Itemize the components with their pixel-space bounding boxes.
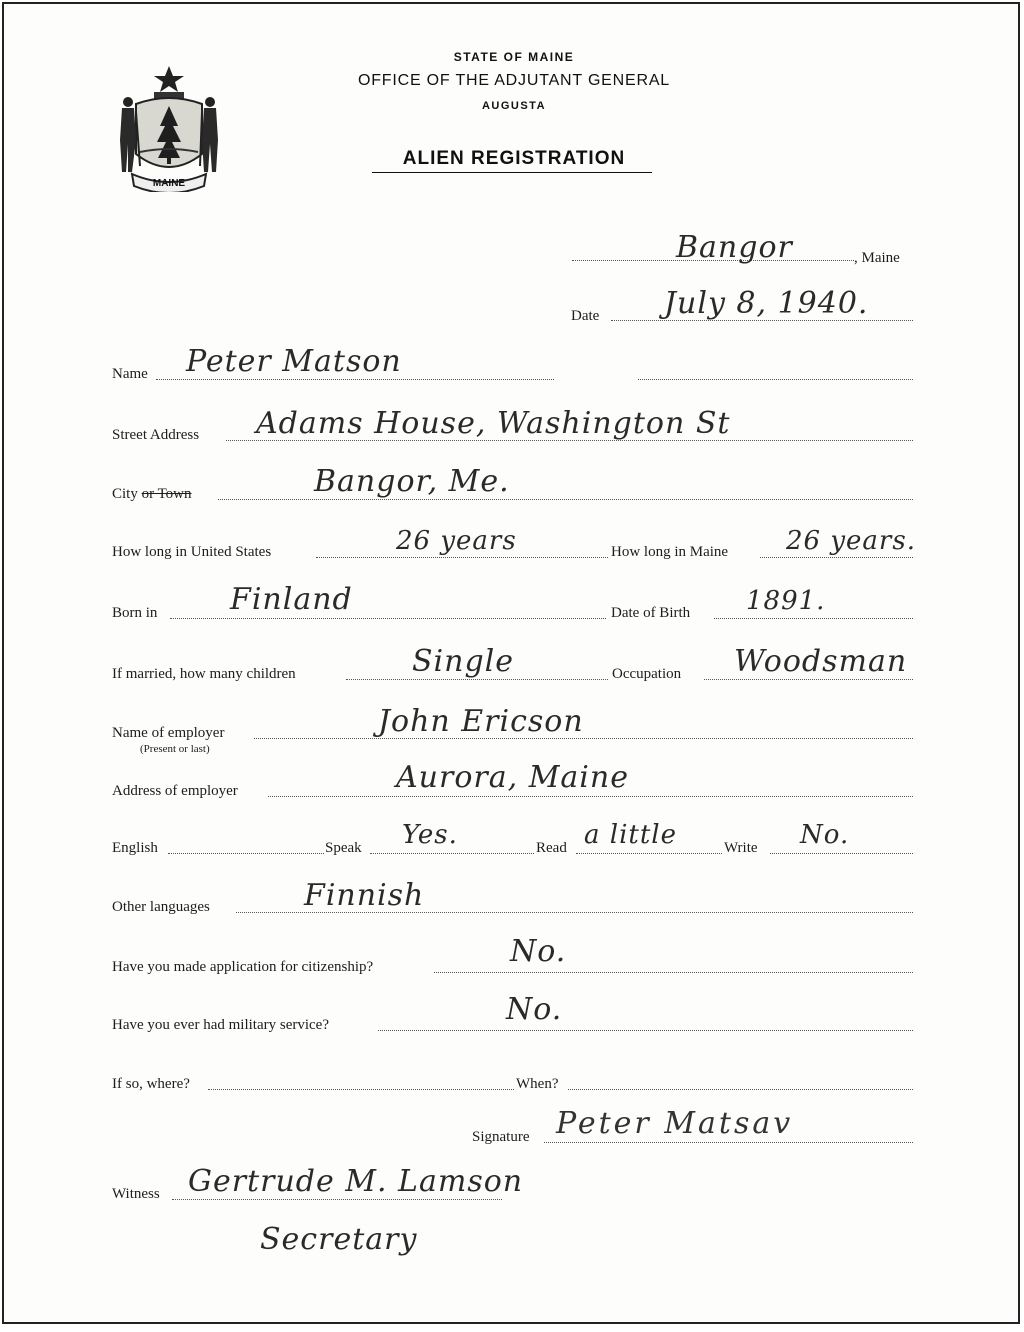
other-languages-value[interactable]: Finnish — [304, 878, 425, 913]
how-long-us-label: How long in United States — [112, 544, 272, 560]
citizenship-label: Have you made application for citizenship? — [112, 959, 374, 975]
name-line-2 — [638, 379, 913, 380]
employer-value[interactable]: John Ericson — [378, 704, 584, 739]
state-seal-icon — [116, 62, 222, 192]
place-value[interactable]: Bangor — [676, 230, 793, 265]
employer-note: (Present or last) — [140, 743, 210, 755]
other-languages-label: Other languages — [112, 899, 210, 915]
when-line — [568, 1089, 913, 1090]
name-value[interactable]: Peter Matson — [186, 344, 402, 379]
date-of-birth-line — [714, 618, 913, 619]
how-long-maine-value[interactable]: 26 years. — [786, 526, 916, 556]
form-title: ALIEN REGISTRATION — [402, 148, 626, 169]
military-line — [378, 1030, 913, 1031]
how-long-us-line — [316, 557, 608, 558]
english-line — [168, 853, 324, 854]
born-in-value[interactable]: Finland — [230, 582, 353, 617]
witness-value[interactable]: Gertrude M. Lamson — [188, 1164, 524, 1199]
occupation-value[interactable]: Woodsman — [734, 644, 908, 679]
read-label: Read — [536, 840, 567, 856]
date-of-birth-label: Date of Birth — [611, 605, 691, 621]
how-long-maine-line — [760, 557, 913, 558]
witness-line — [172, 1199, 502, 1200]
when-label: When? — [516, 1076, 559, 1092]
speak-label: Speak — [325, 840, 362, 856]
citizenship-line — [434, 972, 913, 973]
read-line — [576, 853, 722, 854]
read-value[interactable]: a little — [584, 820, 677, 850]
speak-value[interactable]: Yes. — [402, 820, 458, 850]
occupation-label: Occupation — [612, 666, 682, 682]
children-label: If married, how many children — [112, 666, 296, 682]
employer-address-value[interactable]: Aurora, Maine — [396, 760, 629, 795]
military-label: Have you ever had military service? — [112, 1017, 329, 1033]
how-long-maine-label: How long in Maine — [611, 544, 729, 560]
street-address-label: Street Address — [112, 427, 200, 443]
name-line — [156, 379, 554, 380]
how-long-us-value[interactable]: 26 years — [396, 526, 517, 556]
seal-text: MAINE — [152, 178, 186, 189]
employer-address-label: Address of employer — [112, 783, 238, 799]
name-label: Name — [112, 366, 148, 382]
if-so-where-line — [208, 1089, 514, 1090]
military-value[interactable]: No. — [506, 992, 563, 1027]
registration-form — [2, 2, 1020, 1324]
employer-address-line — [268, 796, 913, 797]
english-label: English — [112, 840, 158, 856]
children-value[interactable]: Single — [412, 644, 515, 679]
signature-label: Signature — [472, 1129, 530, 1145]
born-in-line — [170, 618, 606, 619]
children-line — [346, 679, 608, 680]
maine-suffix: , Maine — [854, 250, 900, 266]
write-line — [770, 853, 913, 854]
date-label: Date — [571, 308, 600, 324]
citizenship-value[interactable]: No. — [510, 934, 567, 969]
city-line — [218, 499, 913, 500]
signature-value[interactable]: Peter Matsav — [556, 1106, 794, 1141]
header-office: OFFICE OF THE ADJUTANT GENERAL — [357, 72, 671, 89]
witness-label: Witness — [112, 1186, 160, 1202]
witness-title: Secretary — [260, 1222, 418, 1257]
header-state: STATE OF MAINE — [453, 50, 575, 64]
date-value[interactable]: July 8, 1940. — [664, 286, 869, 321]
date-of-birth-value[interactable]: 1891. — [746, 586, 826, 616]
signature-line — [544, 1142, 913, 1143]
title-underline — [372, 172, 652, 173]
employer-label: Name of employer — [112, 725, 225, 741]
if-so-where-label: If so, where? — [112, 1076, 190, 1092]
city-value[interactable]: Bangor, Me. — [314, 464, 510, 499]
street-address-value[interactable]: Adams House, Washington St — [256, 406, 731, 441]
city-label-group — [112, 486, 192, 503]
speak-line — [370, 853, 534, 854]
occupation-line — [704, 679, 913, 680]
header-city: AUGUSTA — [481, 100, 547, 112]
write-value[interactable]: No. — [800, 820, 850, 850]
city-label: City — [112, 486, 138, 502]
write-label: Write — [724, 840, 758, 856]
born-in-label: Born in — [112, 605, 158, 621]
city-struck-label: or Town — [141, 486, 192, 502]
